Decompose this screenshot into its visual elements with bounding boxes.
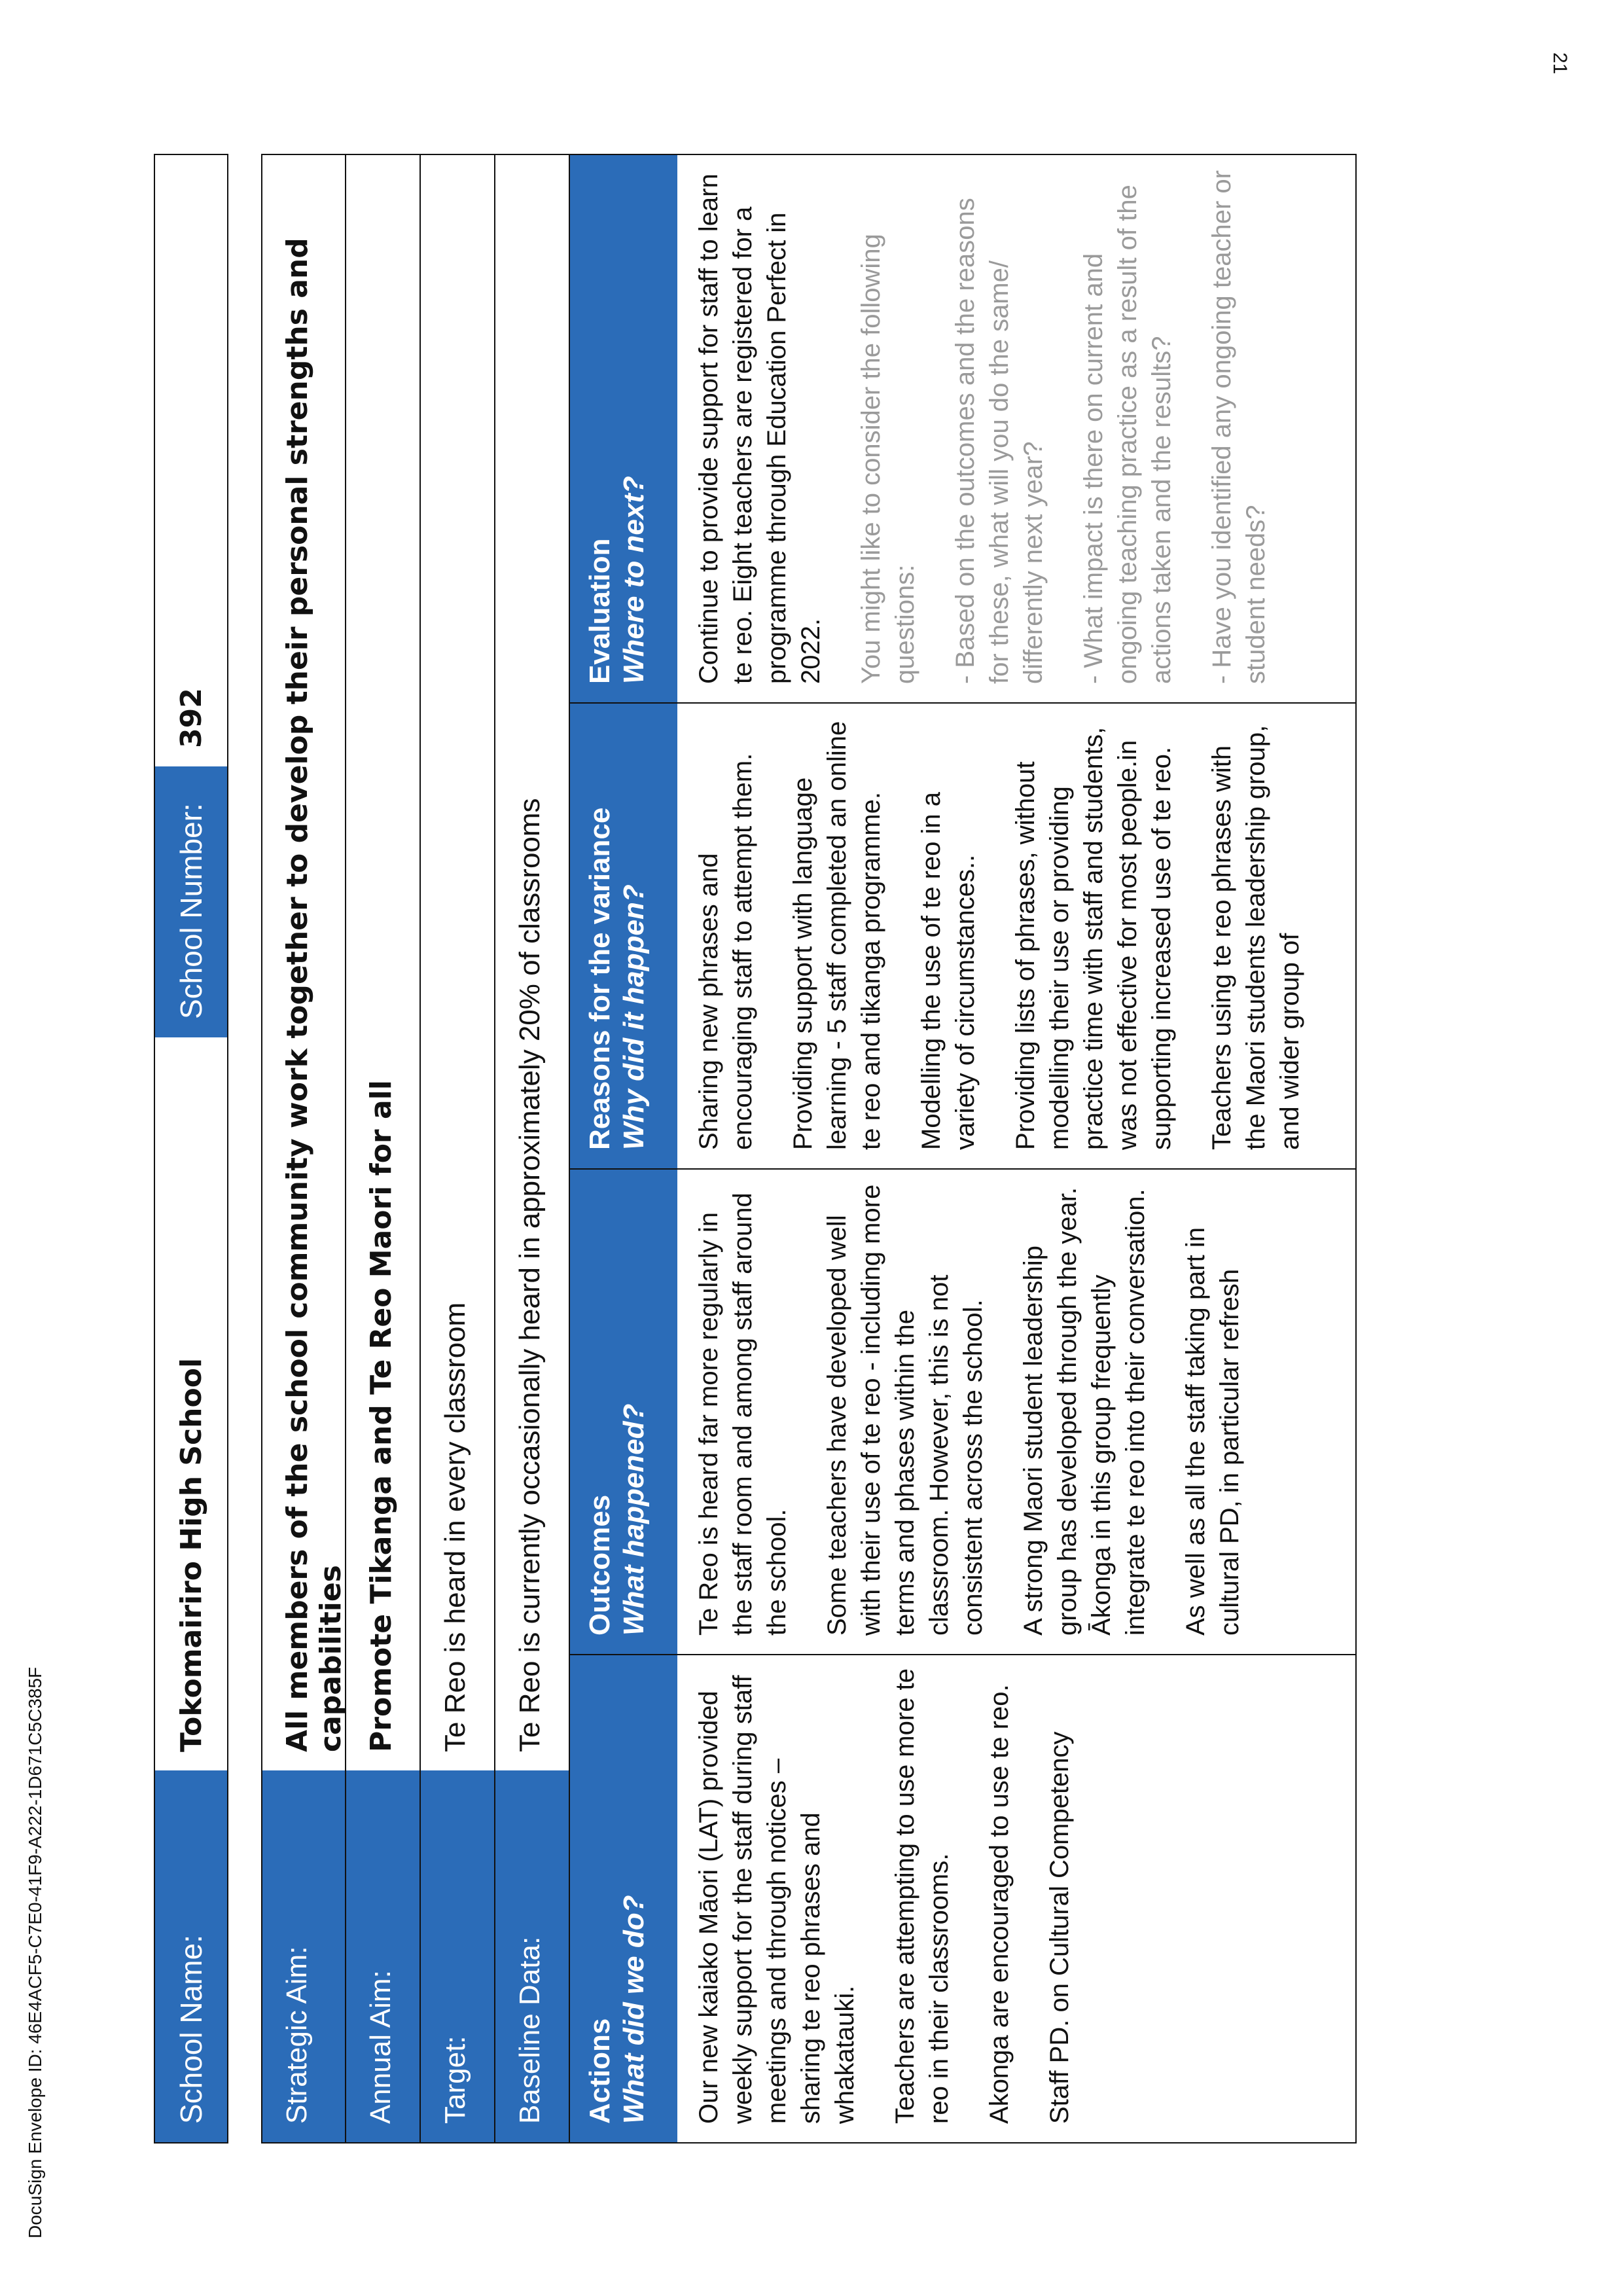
outcomes-subtitle: What happened?: [618, 1403, 650, 1636]
action-item: Staff PD. on Cultural Competency: [1045, 1731, 1074, 2124]
variance-table: [570, 154, 1357, 2144]
action-item: Akonga are encouraged to use te reo.: [985, 1684, 1014, 2124]
evaluation-prompt: - What impact is there on current and ongoing teaching practice as a result of the actions taken and the results?: [1079, 185, 1176, 684]
evaluation-prompt: You might like to consider the following questions:: [857, 234, 919, 684]
evaluation-body: [677, 155, 1355, 702]
reasons-body: [677, 704, 1355, 1168]
actions-body: [677, 1655, 1355, 2142]
outcome-item: Te Reo is heard far more regularly in the staff room and among staff around the school.: [694, 1193, 791, 1636]
action-item: Our new kaiako Māori (LAT) provided weekly support for the staff during staff meetings and through notices – sharing te reo phrases and whakatauki.: [694, 1675, 859, 2124]
target-label: Target:: [421, 1770, 494, 2142]
actions-column: [570, 1654, 1355, 2142]
reason-item: Providing support with language learning - 5 staff completed an online te reo and tikanga programme.: [789, 721, 885, 1150]
analysis-of-variance-frame: [154, 154, 1430, 2144]
outcome-item: As well as all the staff taking part in cultural PD, in particular refresh: [1181, 1227, 1244, 1636]
reason-item: Teachers using te reo phrases with the Maori students leadership group, and wider group of: [1207, 725, 1304, 1150]
strategic-aim-row: [261, 154, 346, 2144]
evaluation-title: Evaluation: [584, 538, 616, 684]
actions-header: [570, 1655, 677, 2142]
reason-item: Sharing new phrases and encouraging staff to attempt them.: [694, 753, 757, 1150]
evaluation-subtitle: Where to next?: [618, 476, 650, 684]
outcome-item: A strong Maori student leadership group has developed through the year. Ākonga in this group frequently integrate te reo into their conversation.: [1019, 1187, 1150, 1636]
target: Te Reo is heard in every classroom: [439, 1302, 471, 1752]
evaluation-column: [570, 155, 1355, 702]
outcome-item: Some teachers have developed well with their use of te reo - including more terms and phases within the classroom. However, this is not consistent across the school.: [823, 1184, 988, 1636]
baseline-row: [495, 154, 570, 2144]
reason-item: Modelling the use of te reo in a variety of circumstances..: [917, 791, 980, 1150]
school-number: 392: [174, 688, 208, 748]
reason-item: Providing lists of phrases, without modelling their use or providing practice time with staff and students, was not effective for most people.in supporting increased use of te reo.: [1011, 726, 1176, 1150]
evaluation-prompt: - Have you identified any ongoing teacher or student needs?: [1207, 170, 1270, 684]
reasons-header: [570, 704, 677, 1168]
action-item: Teachers are attempting to use more te reo in their classrooms.: [891, 1668, 954, 2124]
annual-aim-label: Annual Aim:: [346, 1770, 419, 2142]
annual-aim: Promote Tikanga and Te Reo Maori for all: [365, 1080, 398, 1752]
school-name: Tokomairiro High School: [174, 1357, 208, 1752]
envelope-id: DocuSign Envelope ID: 46E4ACF5-C7E0-41F9-A222-1D671C5C385F: [25, 1666, 45, 2238]
evaluation-item: Continue to provide support for staff to learn te reo. Eight teachers are registered for a programme through Education Perfect in 2022.: [694, 173, 825, 684]
reasons-subtitle: Why did it happen?: [618, 884, 650, 1150]
evaluation-prompt: - Based on the outcomes and the reasons for these, what will you do the same/ differently next year?: [951, 198, 1048, 684]
target-row: [421, 154, 495, 2144]
outcomes-column: [570, 1168, 1355, 1654]
actions-title: Actions: [584, 2018, 616, 2124]
outcomes-header: [570, 1170, 677, 1654]
baseline-label: Baseline Data:: [495, 1770, 569, 2142]
annual-aim-row: [346, 154, 421, 2144]
school-header: [154, 154, 228, 2144]
outcomes-title: Outcomes: [584, 1494, 616, 1636]
baseline-data: Te Reo is currently occasionally heard in approximately 20% of classrooms: [514, 798, 546, 1752]
strategic-aim-label: Strategic Aim:: [262, 1770, 345, 2142]
page-number: 21: [1549, 52, 1571, 75]
strategic-aim: All members of the school community work together to develop their personal strengths and capabilities: [281, 238, 348, 1752]
school-number-label: School Number:: [155, 766, 227, 1037]
actions-subtitle: What did we do?: [618, 1895, 650, 2124]
reasons-column: [570, 702, 1355, 1168]
school-name-label: School Name:: [155, 1770, 227, 2142]
reasons-title: Reasons for the variance: [584, 807, 616, 1150]
evaluation-header: [570, 155, 677, 702]
outcomes-body: [677, 1170, 1355, 1654]
